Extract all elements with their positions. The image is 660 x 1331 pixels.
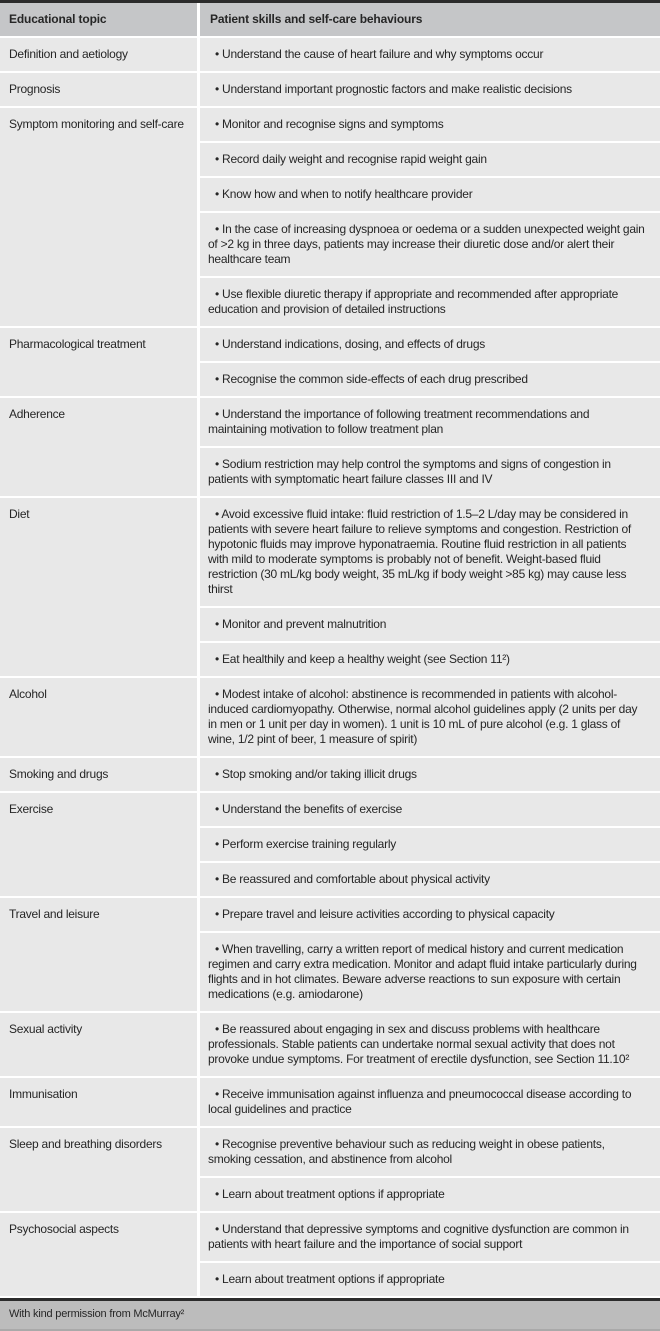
skills-column-cells [200, 108, 660, 326]
skills-column-cells [200, 328, 660, 396]
bullet-item: • Understand the importance of following treatment recommendations and maintaining motivation to follow treatment plan [200, 398, 660, 446]
topic-cell: Exercise [0, 793, 197, 896]
skills-column-cells [200, 1013, 660, 1076]
bullet-item: • Know how and when to notify healthcare provider [200, 178, 660, 211]
bullet-item: • Avoid excessive fluid intake: fluid restriction of 1.5–2 L/day may be considered in patients with severe heart failure to relieve symptoms and congestion. Restriction of hypotonic fluids may improve hyponatraemia. Routine fluid restriction in all patients with mild to moderate symptoms is probably not of benefit. Weight-based fluid restriction (30 mL/kg body weight, 35 mL/kg if body weight >85 kg) may cause less thirst [200, 498, 660, 606]
table-row [0, 1213, 660, 1296]
topic-cell: Smoking and drugs [0, 758, 197, 791]
bullet-item: • Understand that depressive symptoms and cognitive dysfunction are common in patients with heart failure and the importance of social support [200, 1213, 660, 1261]
bullet-item: • Eat healthily and keep a healthy weight (see Section 11²) [200, 643, 660, 676]
table-row [0, 1078, 660, 1126]
table-row [0, 108, 660, 326]
bullet-item: • Monitor and prevent malnutrition [200, 608, 660, 641]
footer-citation-text: With kind permission from McMurray² [9, 1308, 185, 1320]
bullet-item: • Perform exercise training regularly [200, 828, 660, 861]
table-body [0, 38, 660, 1296]
bullet-item: • In the case of increasing dyspnoea or oedema or a sudden unexpected weight gain of >2 kg in three days, patients may increase their diuretic dose and/or alert their healthcare team [200, 213, 660, 276]
bullet-item: • Understand indications, dosing, and effects of drugs [200, 328, 660, 361]
bullet-item: • Monitor and recognise signs and symptoms [200, 108, 660, 141]
bullet-item: • Be reassured about engaging in sex and discuss problems with healthcare professionals. Stable patients can undertake normal sexual activity that does not provoke undue symptoms. For treatment of erectile dysfunction, see Section 11.10² [200, 1013, 660, 1076]
skills-column-cells [200, 73, 660, 106]
skills-column-cells [200, 1078, 660, 1126]
table-row [0, 398, 660, 496]
topic-cell: Definition and aetiology [0, 38, 197, 71]
table-row [0, 328, 660, 396]
skills-column-cells [200, 398, 660, 496]
table-row [0, 758, 660, 791]
bullet-item: • Understand the benefits of exercise [200, 793, 660, 826]
topic-cell: Immunisation [0, 1078, 197, 1126]
topic-cell: Pharmacological treatment [0, 328, 197, 396]
table-row [0, 1013, 660, 1076]
bullet-item: • Use flexible diuretic therapy if appropriate and recommended after appropriate education and provision of detailed instructions [200, 278, 660, 326]
skills-column-cells [200, 678, 660, 756]
bullet-item: • Stop smoking and/or taking illicit drugs [200, 758, 660, 791]
bullet-item: • Modest intake of alcohol: abstinence is recommended in patients with alcohol-induced cardiomyopathy. Otherwise, normal alcohol guidelines apply (2 units per day in men or 1 unit per day in women). 1 unit is 10 mL of pure alcohol (e.g. 1 glass of wine, 1/2 pint of beer, 1 measure of spirit) [200, 678, 660, 756]
bullet-item: • Receive immunisation against influenza and pneumococcal disease according to local guidelines and practice [200, 1078, 660, 1126]
table-row [0, 498, 660, 676]
table-header-row [0, 3, 660, 36]
topic-cell: Diet [0, 498, 197, 676]
bullet-item: • Understand important prognostic factors and make realistic decisions [200, 73, 660, 106]
skills-column-cells [200, 793, 660, 896]
table-row [0, 73, 660, 106]
topic-cell: Symptom monitoring and self-care [0, 108, 197, 326]
topic-cell: Travel and leisure [0, 898, 197, 1011]
skills-column-cells [200, 758, 660, 791]
topic-cell: Psychosocial aspects [0, 1213, 197, 1296]
bullet-item: • Sodium restriction may help control the symptoms and signs of congestion in patients with symptomatic heart failure classes III and IV [200, 448, 660, 496]
bullet-item: • Learn about treatment options if appropriate [200, 1178, 660, 1211]
table-row [0, 793, 660, 896]
table-row [0, 38, 660, 71]
topic-cell: Alcohol [0, 678, 197, 756]
skills-column-cells [200, 38, 660, 71]
topic-cell: Sleep and breathing disorders [0, 1128, 197, 1211]
skills-column-cells [200, 898, 660, 1011]
skills-column-cells [200, 1128, 660, 1211]
bullet-item: • Recognise the common side-effects of each drug prescribed [200, 363, 660, 396]
bullet-item: • Learn about treatment options if appropriate [200, 1263, 660, 1296]
table-row [0, 1128, 660, 1211]
topic-cell: Adherence [0, 398, 197, 496]
bullet-item: • Record daily weight and recognise rapid weight gain [200, 143, 660, 176]
bullet-item: • When travelling, carry a written report of medical history and current medication regimen and carry extra medication. Monitor and adapt fluid intake particularly during flights and in hot climates. Beware adverse reactions to sun exposure with certain medications (e.g. amiodarone) [200, 933, 660, 1011]
topic-cell: Sexual activity [0, 1013, 197, 1076]
table-row [0, 678, 660, 756]
bullet-item: • Prepare travel and leisure activities according to physical capacity [200, 898, 660, 931]
column-header-educational-topic: Educational topic [0, 3, 197, 36]
bullet-item: • Understand the cause of heart failure and why symptoms occur [200, 38, 660, 71]
table-footer [0, 1298, 660, 1331]
skills-column-cells [200, 1213, 660, 1296]
column-header-patient-skills: Patient skills and self-care behaviours [200, 3, 660, 36]
bullet-item: • Be reassured and comfortable about physical activity [200, 863, 660, 896]
skills-column-cells [200, 498, 660, 676]
topic-cell: Prognosis [0, 73, 197, 106]
table-row [0, 898, 660, 1011]
bullet-item: • Recognise preventive behaviour such as reducing weight in obese patients, smoking cessation, and abstinence from alcohol [200, 1128, 660, 1176]
